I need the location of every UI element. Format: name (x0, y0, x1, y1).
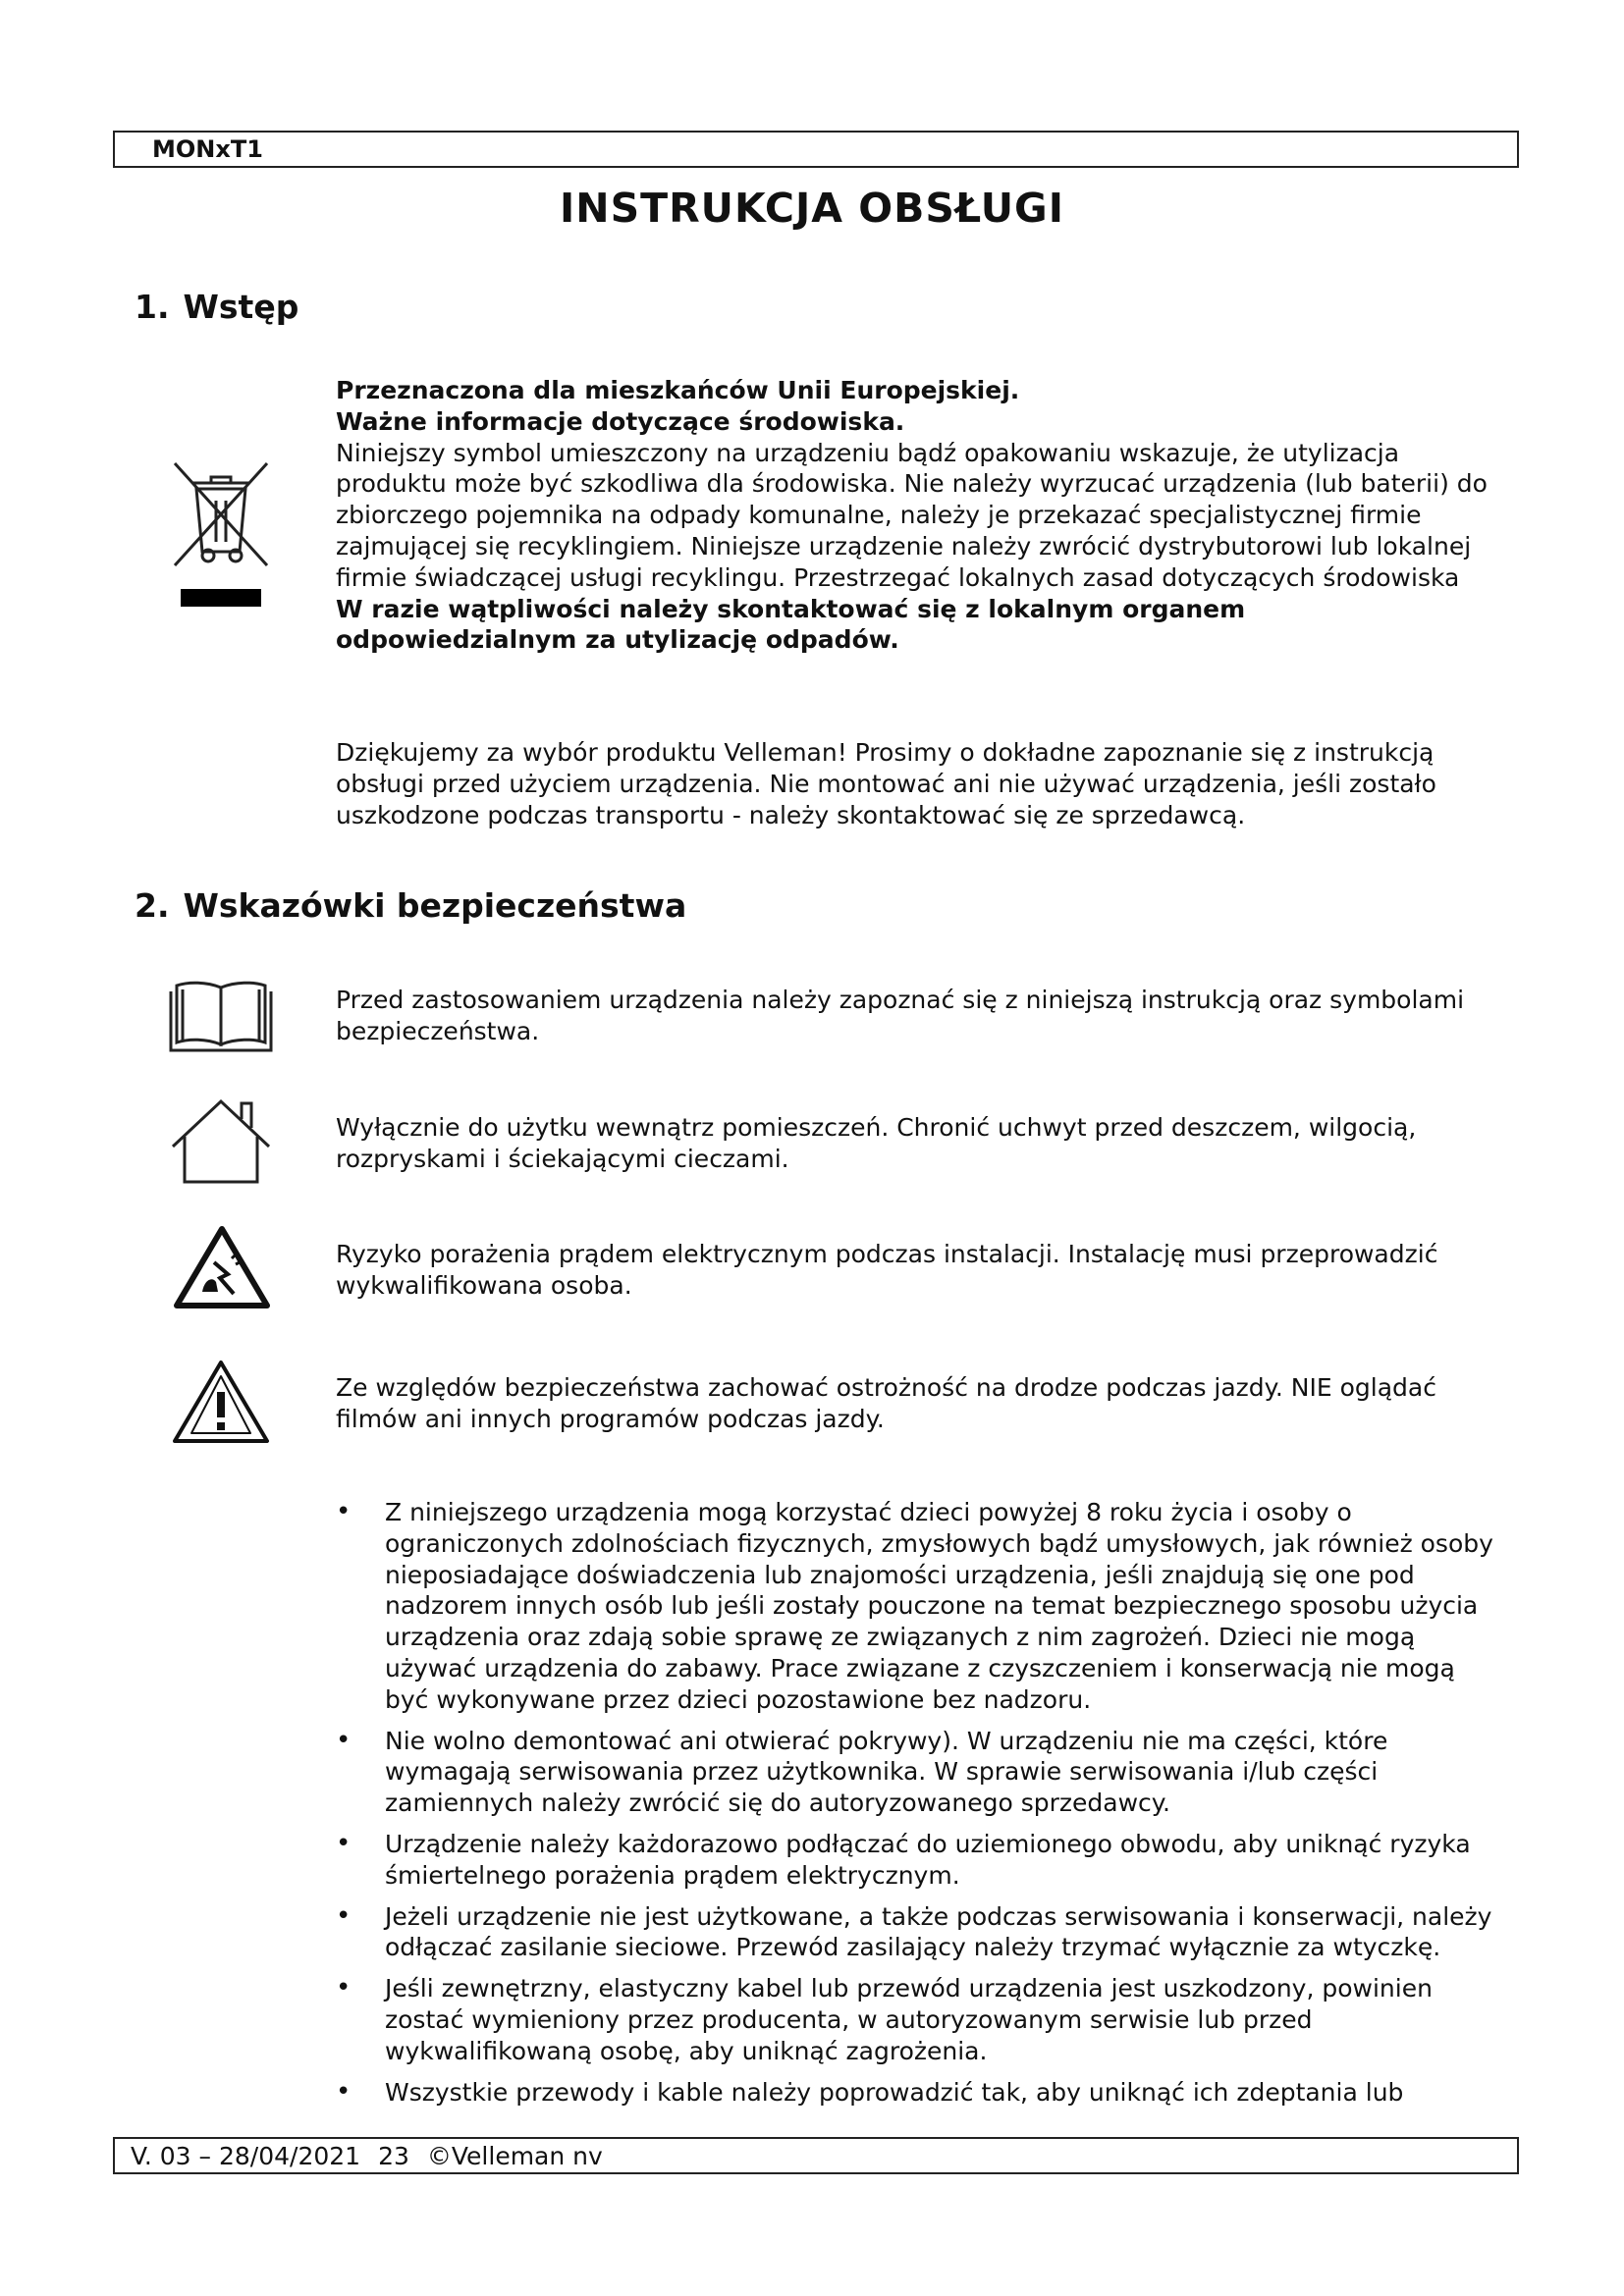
list-item: • Jeżeli urządzenie nie jest użytkowane, a także podczas serwisowania i konserwacji, należy odłączać zasilanie sieciowe. Przewód zasilający należy trzymać wyłącznie za wtyczkę. (336, 1901, 1494, 1964)
page-title: INSTRUKCJA OBSŁUGI (560, 185, 1064, 232)
safety-item-indoor (336, 1112, 1494, 1175)
weee-crossed-bin-icon (167, 461, 275, 614)
electric-shock-warning-icon (173, 1223, 271, 1311)
list-item: • Z niniejszego urządzenia mogą korzystać dzieci powyżej 8 roku życia i osoby o ograniczonych zdolnościach fizycznych, zmysłowych bądź umysłowych, jak również osoby nieposiadające doświadczenia lub znajomości urządzenia, jeśli znajdują się one pod nadzorem innych osób lub jeśli zostały pouczone na temat bezpiecznego sposobu użycia urządzenia oraz zdają sobie sprawę ze związanych z nim zagrożeń. Dzieci nie mogą używać urządzenia do zabawy. Prace związane z czyszczeniem i konserwacją nie mogą być wykonywane przez dzieci pozostawione bez nadzoru. (336, 1497, 1494, 1716)
environment-contact-note: W razie wątpliwości należy skontaktować się z lokalnym organem odpowiedzialnym za utylizację odpadów. (336, 594, 1246, 655)
safety-text-manual: Przed zastosowaniem urządzenia należy zapoznać się z niniejszą instrukcją oraz symbolami bezpieczeństwa. (336, 986, 1465, 1045)
eu-residents-line: Przeznaczona dla mieszkańców Unii Europejskiej. (336, 376, 1020, 404)
safety-text-shock: Ryzyko porażenia prądem elektrycznym podczas instalacji. Instalację musi przeprowadzić wykwalifikowana osoba. (336, 1240, 1438, 1300)
safety-text-indoor: Wyłącznie do użytku wewnątrz pomieszczeń. Chronić uchwyt przed deszczem, wilgocią, rozpryskami i ściekającymi cieczami. (336, 1113, 1417, 1173)
section-2-heading (135, 886, 686, 925)
safety-text-caution: Ze względów bezpieczeństwa zachować ostrożność na drodze podczas jazdy. NIE oglądać filmów ani innych programów podczas jazdy. (336, 1373, 1436, 1433)
section-2-number: 2. (135, 886, 170, 925)
product-code: MONxT1 (152, 135, 263, 163)
environment-heading: Ważne informacje dotyczące środowiska. (336, 406, 905, 436)
page-footer (113, 2137, 1519, 2174)
section-1-heading (135, 288, 298, 326)
caution-warning-icon (169, 1357, 273, 1447)
list-item: • Urządzenie należy każdorazowo podłączać do uziemionego obwodu, aby uniknąć ryzyka śmiertelnego porażenia prądem elektrycznym. (336, 1829, 1494, 1892)
safety-bullet-list (336, 1497, 1494, 2117)
safety-item-manual (336, 985, 1494, 1047)
section-1-title: Wstęp (183, 288, 299, 326)
page-header (113, 131, 1519, 168)
indoor-house-icon (169, 1095, 273, 1186)
footer-page-number: 23 (378, 2141, 409, 2170)
footer-version: V. 03 – 28/04/2021 (131, 2141, 361, 2170)
thanks-text: Dziękujemy za wybór produktu Velleman! Prosimy o dokładne zapoznanie się z instrukcją obsługi przed użyciem urządzenia. Nie montować ani nie używać urządzenia, jeśli zostało uszkodzone podczas transportu - należy skontaktować się ze sprzedawcą. (336, 738, 1436, 829)
thanks-paragraph (336, 737, 1494, 830)
manual-book-icon (167, 976, 275, 1054)
section-1-number: 1. (135, 288, 170, 326)
list-item: • Wszystkie przewody i kable należy poprowadzić tak, aby uniknąć ich zdeptania lub (336, 2077, 1494, 2109)
list-item: • Nie wolno demontować ani otwierać pokrywy). W urządzeniu nie ma części, które wymagają serwisowania przez użytkownika. W sprawie serwisowania i/lub części zamiennych należy zwrócić się do autoryzowanego sprzedawcy. (336, 1726, 1494, 1819)
safety-item-shock (336, 1239, 1494, 1302)
footer-copyright: ©Velleman nv (426, 2141, 603, 2170)
section-2-title: Wskazówki bezpieczeństwa (183, 886, 687, 925)
environment-body: Niniejszy symbol umieszczony na urządzeniu bądź opakowaniu wskazuje, że utylizacja produktu może być szkodliwa dla środowiska. Nie należy wyrzucać urządzenia (lub baterii) do zbiorczego pojemnika na odpady komunalne, należy je przekazać specjalistycznej firmie zajmującej się recyklingiem. Niniejsze urządzenie należy zwrócić dystrybutorowi lub lokalnej firmie świadczącej usługi recyklingu. Przestrzegać lokalnych zasad dotyczących środowiska (336, 438, 1488, 592)
list-item: • Jeśli zewnętrzny, elastyczny kabel lub przewód urządzenia jest uszkodzony, powinien zostać wymieniony przez producenta, w autoryzowanym serwisie lub przed wykwalifikowaną osobę, aby uniknąć zagrożenia. (336, 1973, 1494, 2066)
safety-item-caution (336, 1372, 1494, 1435)
environment-info (336, 375, 1494, 656)
